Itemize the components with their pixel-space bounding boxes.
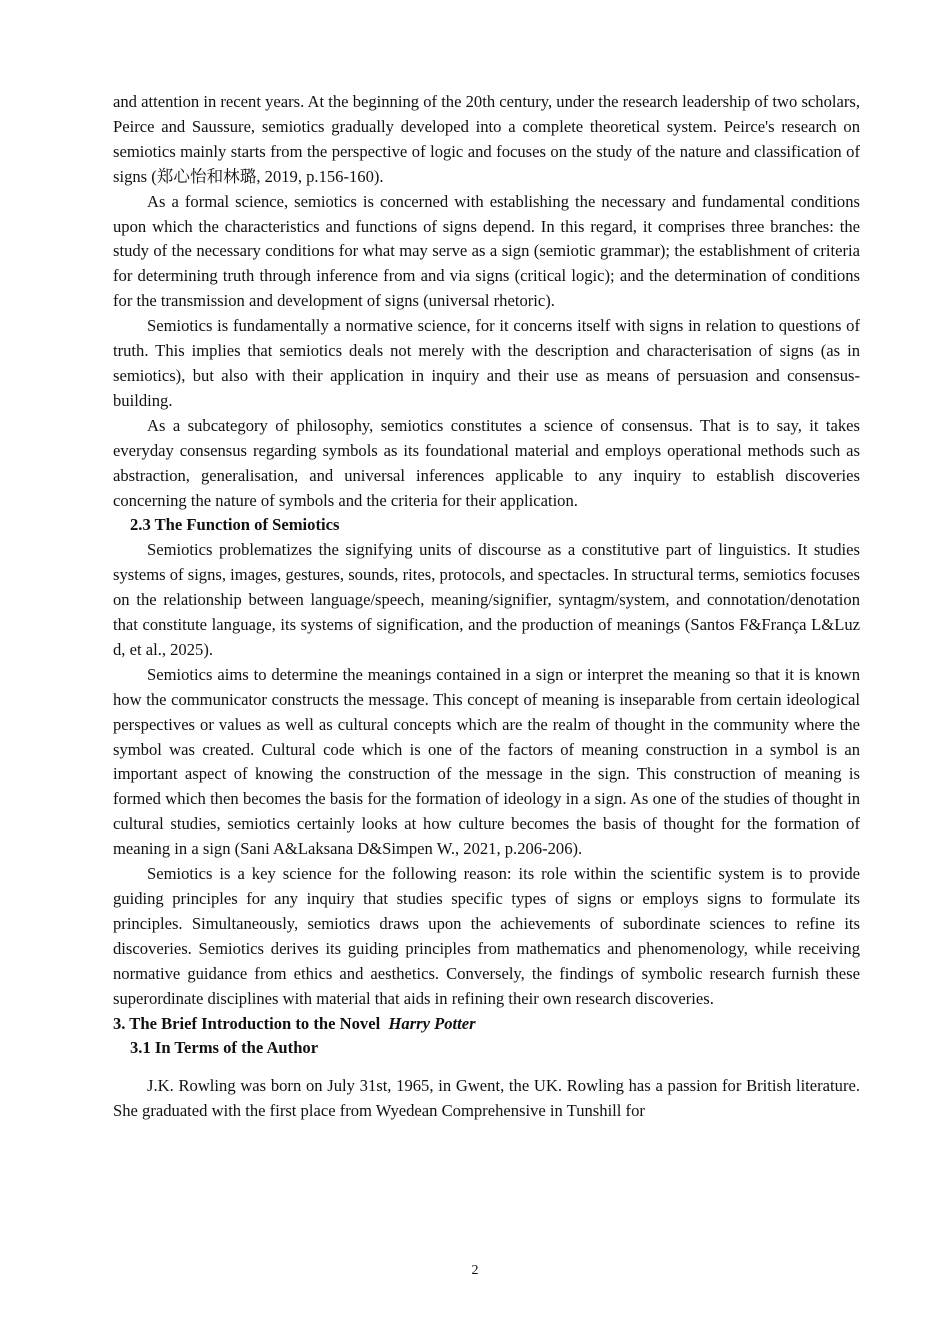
section-heading-3-prefix: 3. The Brief Introduction to the Novel bbox=[113, 1013, 381, 1033]
paragraph: J.K. Rowling was born on July 31st, 1965, in Gwent, the UK. Rowling has a passion for British literature. She graduated with the first place from Wyedean Comprehensive in Tunshill for bbox=[113, 1076, 860, 1121]
paragraph: As a subcategory of philosophy, semiotics constitutes a science of consensus. That is to say, it takes everyday consensus regarding symbols as its foundational material and employs operational methods such as abstraction, generalisation, and universal inferences applicable to any inquiry to establish discoveries concerning the nature of symbols and the criteria for their application. bbox=[113, 415, 860, 510]
section-heading-3 bbox=[113, 1012, 860, 1037]
page-number: 2 bbox=[471, 1263, 479, 1278]
section-heading-2-3: 2.3 The Function of Semiotics bbox=[130, 515, 340, 535]
section-heading-3-1: 3.1 In Terms of the Author bbox=[130, 1038, 319, 1058]
paragraph: Semiotics problematizes the signifying units of discourse as a constitutive part of linguistics. It studies systems of signs, images, gestures, sounds, rites, protocols, and spectacles. In structural terms, semiotics focuses on the relationship between language/speech, meaning/signifier, syntagm/system, and connotation/denotation that constitute language, its systems of signification, and the production of meanings (Santos F&França L&Luz d, et al., 2025). bbox=[113, 540, 860, 659]
paragraph: Semiotics aims to determine the meanings contained in a sign or interpret the meaning so that it is known how the communicator constructs the message. This concept of meaning is inseparable from certain ideological perspectives or values as well as cultural concepts which are the realm of thought in the community where the symbol was created. Cultural code which is one of the factors of meaning construction in a symbol is an important aspect of knowing the construction of the message in the sign. This construction of meaning is formed which then becomes the basis for the formation of ideology in a sign. As one of the studies of thought in cultural studies, semiotics certainly looks at how culture becomes the basis of thought for the formation of meaning in a sign (Sani A&Laksana D&Simpen W., 2021, p.206-206). bbox=[113, 664, 860, 859]
paragraph: Semiotics is fundamentally a normative science, for it concerns itself with signs in relation to questions of truth. This implies that semiotics deals not merely with the description and characterisation of signs (as in semiotics), but also with their application in inquiry and their use as means of persuasion and consensus-building. bbox=[113, 316, 860, 410]
paragraph: and attention in recent years. At the beginning of the 20th century, under the research leadership of two scholars, Peirce and Saussure, semiotics gradually developed into a complete theoretical system. Peirce's research on semiotics mainly starts from the perspective of logic and focuses on the study of the nature and classification of signs (郑心怡和林璐, 2019, p.156-160). bbox=[113, 92, 860, 186]
paragraph: As a formal science, semiotics is concerned with establishing the necessary and fundamental conditions upon which the characteristics and functions of signs depend. In this regard, it comprises three branches: the study of the necessary conditions for what may serve as a sign (semiotic grammar); the establishment of criteria for determining truth through inference from and via signs (critical logic); and the determination of conditions for the transmission and development of signs (universal rhetoric). bbox=[113, 191, 860, 311]
novel-title: Harry Potter bbox=[388, 1013, 476, 1033]
body-text bbox=[113, 90, 860, 1124]
paragraph: Semiotics is a key science for the following reason: its role within the scientific system is to provide guiding principles for any inquiry that studies specific types of signs or employs signs to formulate its principles. Simultaneously, semiotics draws upon the achievements of subordinate sciences to refine its discoveries. Semiotics derives its guiding principles from mathematics and phenomenology, while receiving normative guidance from ethics and aesthetics. Conversely, the findings of symbolic research furnish these superordinate disciplines with material that aids in refining their own research discoveries. bbox=[113, 864, 860, 1008]
